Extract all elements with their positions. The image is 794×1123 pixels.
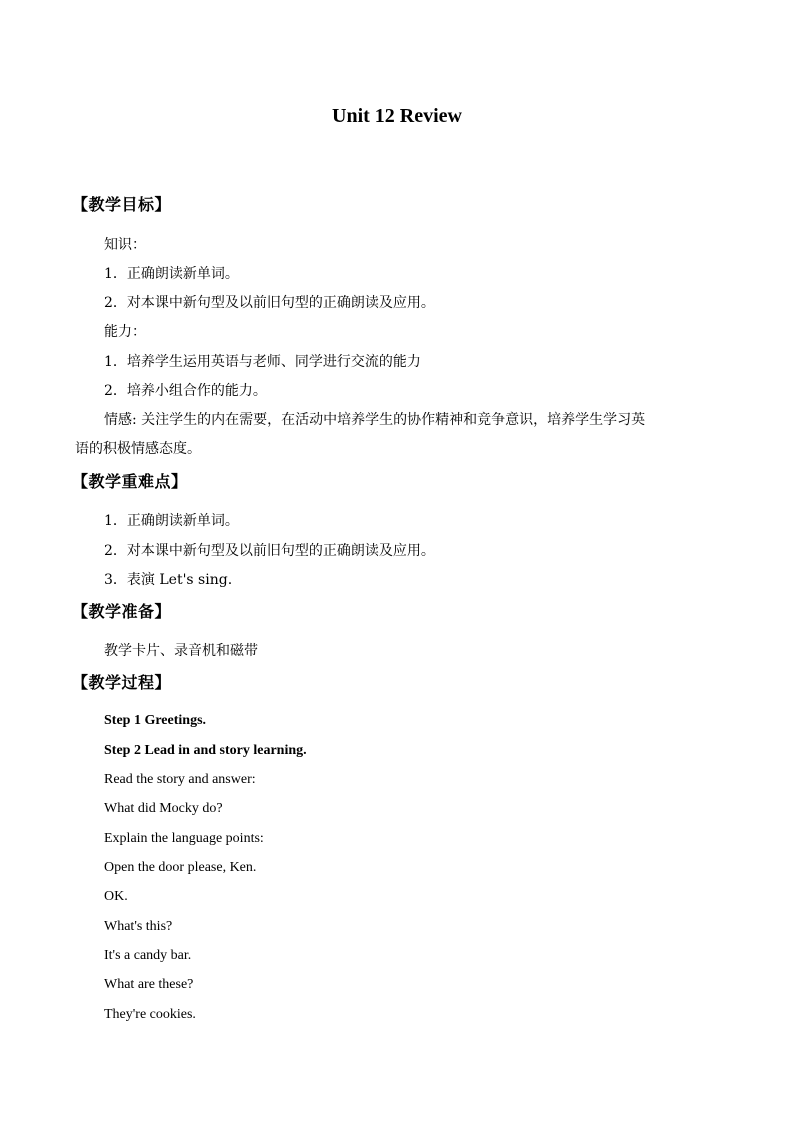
emotion-text-line1: 情感: 关注学生的内在需要，在活动中培养学生的协作精神和竞争意识，培养学生学习英 xyxy=(104,412,646,428)
section-heading-process: 【教学过程】 xyxy=(72,673,172,692)
key-point-item: 2．对本课中新句型及以前旧句型的正确朗读及应用。 xyxy=(104,543,435,559)
process-line: Explain the language points: xyxy=(104,831,264,846)
section-heading-preparation: 【教学准备】 xyxy=(72,602,172,621)
knowledge-item: 2．对本课中新句型及以前旧句型的正确朗读及应用。 xyxy=(104,295,435,311)
ability-label: 能力： xyxy=(104,324,146,340)
process-line: OK. xyxy=(104,889,128,904)
process-line: They're cookies. xyxy=(104,1007,196,1022)
process-line: It's a candy bar. xyxy=(104,948,192,963)
key-point-item: 1．正确朗读新单词。 xyxy=(104,513,239,529)
process-line: What are these? xyxy=(104,977,194,992)
knowledge-label: 知识： xyxy=(104,237,146,253)
step-2: Step 2 Lead in and story learning. xyxy=(104,743,307,758)
emotion-text-line2: 语的积极情感态度。 xyxy=(75,441,201,457)
knowledge-item: 1．正确朗读新单词。 xyxy=(104,266,239,282)
process-line: What's this? xyxy=(104,919,173,934)
process-line: Open the door please, Ken. xyxy=(104,860,257,875)
step-1: Step 1 Greetings. xyxy=(104,713,207,728)
section-heading-goals: 【教学目标】 xyxy=(72,195,172,214)
process-line: Read the story and answer: xyxy=(104,772,256,787)
page-title: Unit 12 Review xyxy=(332,105,462,127)
ability-item: 1．培养学生运用英语与老师、同学进行交流的能力 xyxy=(104,354,421,370)
ability-item: 2．培养小组合作的能力。 xyxy=(104,383,267,399)
key-point-item: 3．表演 Let's sing. xyxy=(104,572,233,588)
section-heading-key-points: 【教学重难点】 xyxy=(72,472,188,491)
process-line: What did Mocky do? xyxy=(104,801,223,816)
preparation-text: 教学卡片、录音机和磁带 xyxy=(104,643,258,659)
